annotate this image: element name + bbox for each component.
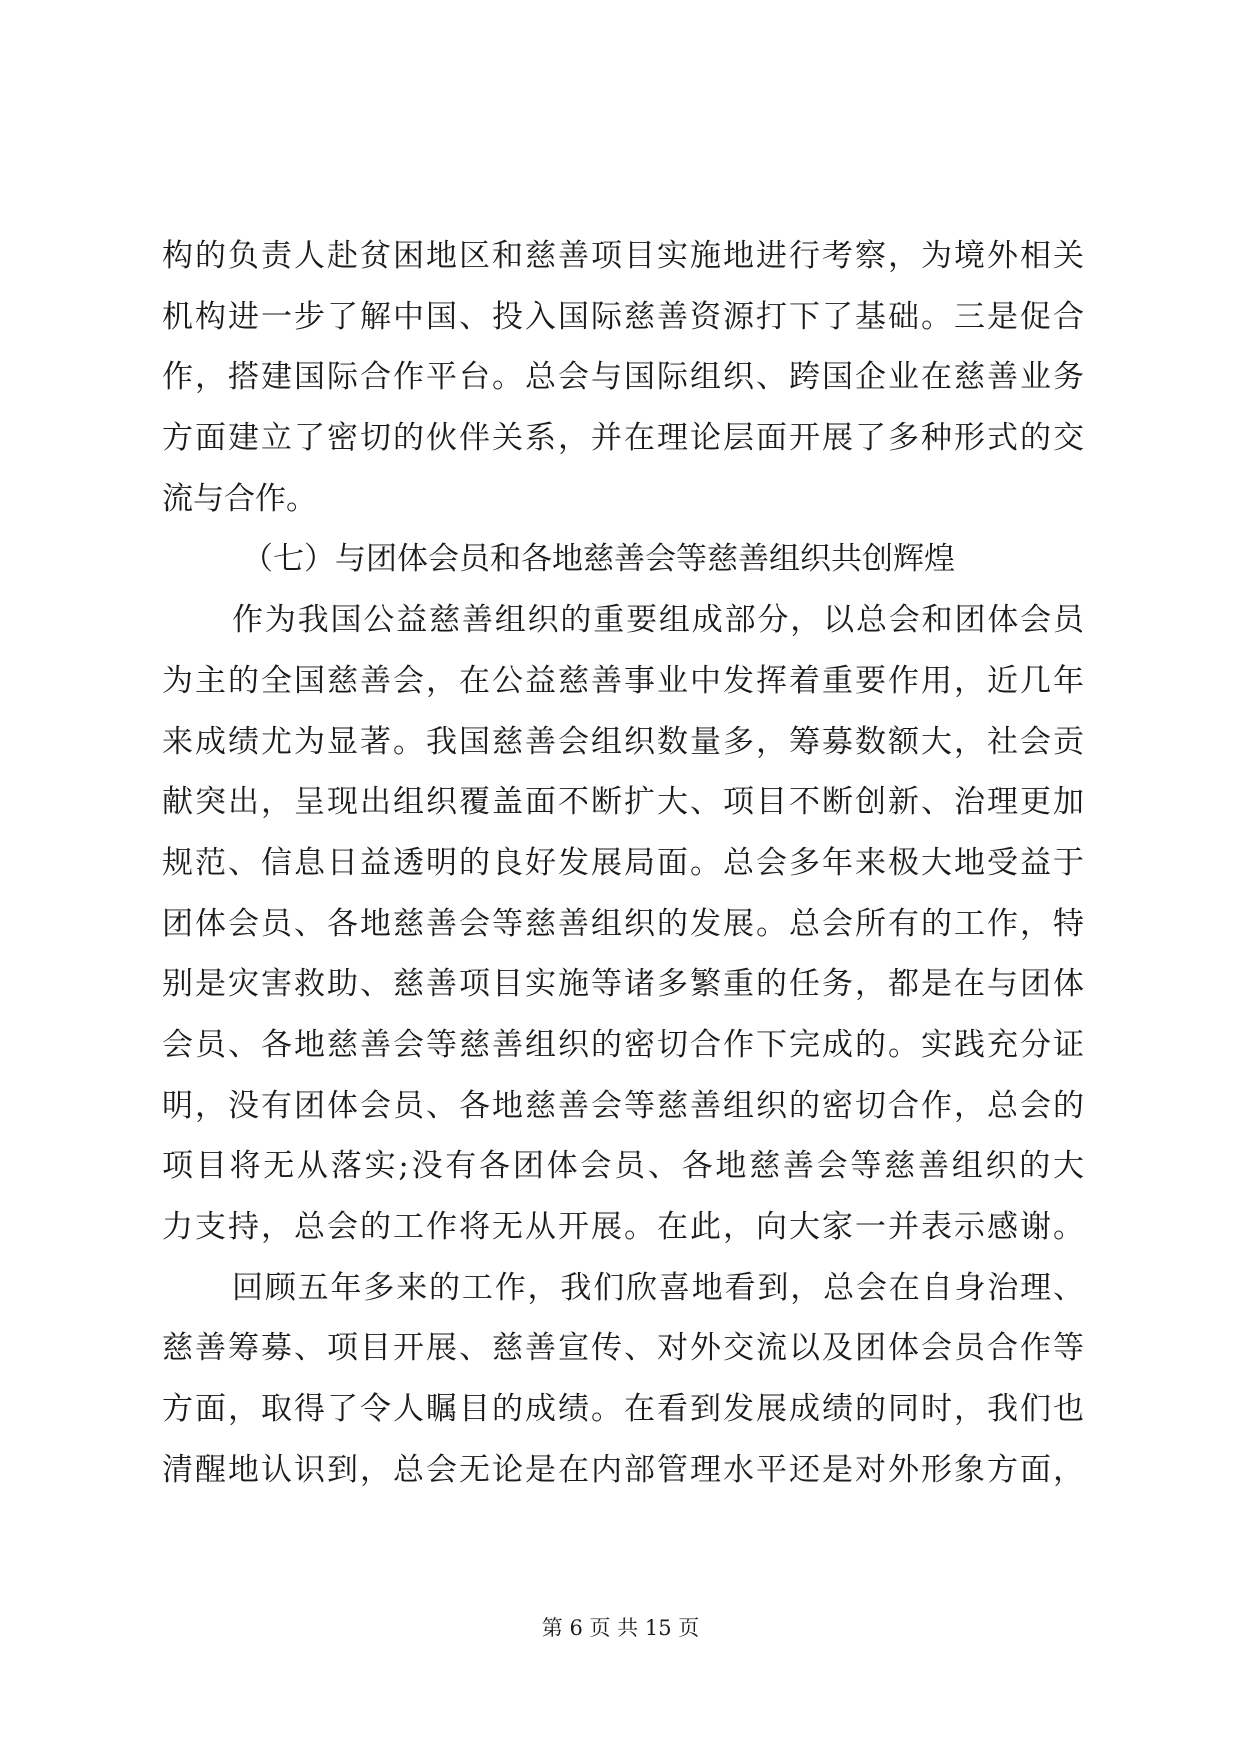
text-line: 团体会员、各地慈善会等慈善组织的发展。总会所有的工作，特 xyxy=(162,905,1084,942)
paragraph-first-line: 回顾五年多来的工作，我们欣喜地看到，总会在自身治理、 xyxy=(232,1269,1084,1306)
paragraph-first-line: 作为我国公益慈善组织的重要组成部分，以总会和团体会员 xyxy=(232,602,1084,639)
section-heading: （七）与团体会员和各地慈善会等慈善组织共创辉煌 xyxy=(242,541,955,578)
text-line: 规范、信息日益透明的良好发展局面。总会多年来极大地受益于 xyxy=(162,844,1084,881)
text-line: 明，没有团体会员、各地慈善会等慈善组织的密切合作，总会的 xyxy=(162,1087,1084,1124)
page-footer: 第 6 页 共 15 页 xyxy=(541,1616,700,1640)
text-line: 慈善筹募、项目开展、慈善宣传、对外交流以及团体会员合作等 xyxy=(162,1330,1084,1367)
text-line: 献突出，呈现出组织覆盖面不断扩大、项目不断创新、治理更加 xyxy=(162,784,1084,821)
text-line: 构的负责人赴贫困地区和慈善项目实施地进行考察，为境外相关 xyxy=(162,238,1084,274)
text-line: 作，搭建国际合作平台。总会与国际组织、跨国企业在慈善业务 xyxy=(162,359,1084,396)
text-line: 项目将无从落实;没有各团体会员、各地慈善会等慈善组织的大 xyxy=(162,1148,1084,1185)
text-line: 来成绩尤为显著。我国慈善会组织数量多，筹募数额大，社会贡 xyxy=(162,723,1084,760)
document-body xyxy=(162,226,1084,1500)
text-line: 为主的全国慈善会，在公益慈善事业中发挥着重要作用，近几年 xyxy=(162,662,1084,699)
text-line: 会员、各地慈善会等慈善组织的密切合作下完成的。实践充分证 xyxy=(162,1026,1084,1063)
text-line: 流与合作。 xyxy=(162,480,317,517)
text-line: 清醒地认识到，总会无论是在内部管理水平还是对外形象方面， xyxy=(162,1451,1084,1488)
text-line: 方面建立了密切的伙伴关系，并在理论层面开展了多种形式的交 xyxy=(162,420,1084,457)
text-line: 机构进一步了解中国、投入国际慈善资源打下了基础。三是促合 xyxy=(162,298,1084,335)
text-line: 力支持，总会的工作将无从开展。在此，向大家一并表示感谢。 xyxy=(162,1209,1084,1245)
text-line: 别是灾害救助、慈善项目实施等诸多繁重的任务，都是在与团体 xyxy=(162,966,1084,1003)
text-line: 方面，取得了令人瞩目的成绩。在看到发展成绩的同时，我们也 xyxy=(162,1391,1084,1428)
